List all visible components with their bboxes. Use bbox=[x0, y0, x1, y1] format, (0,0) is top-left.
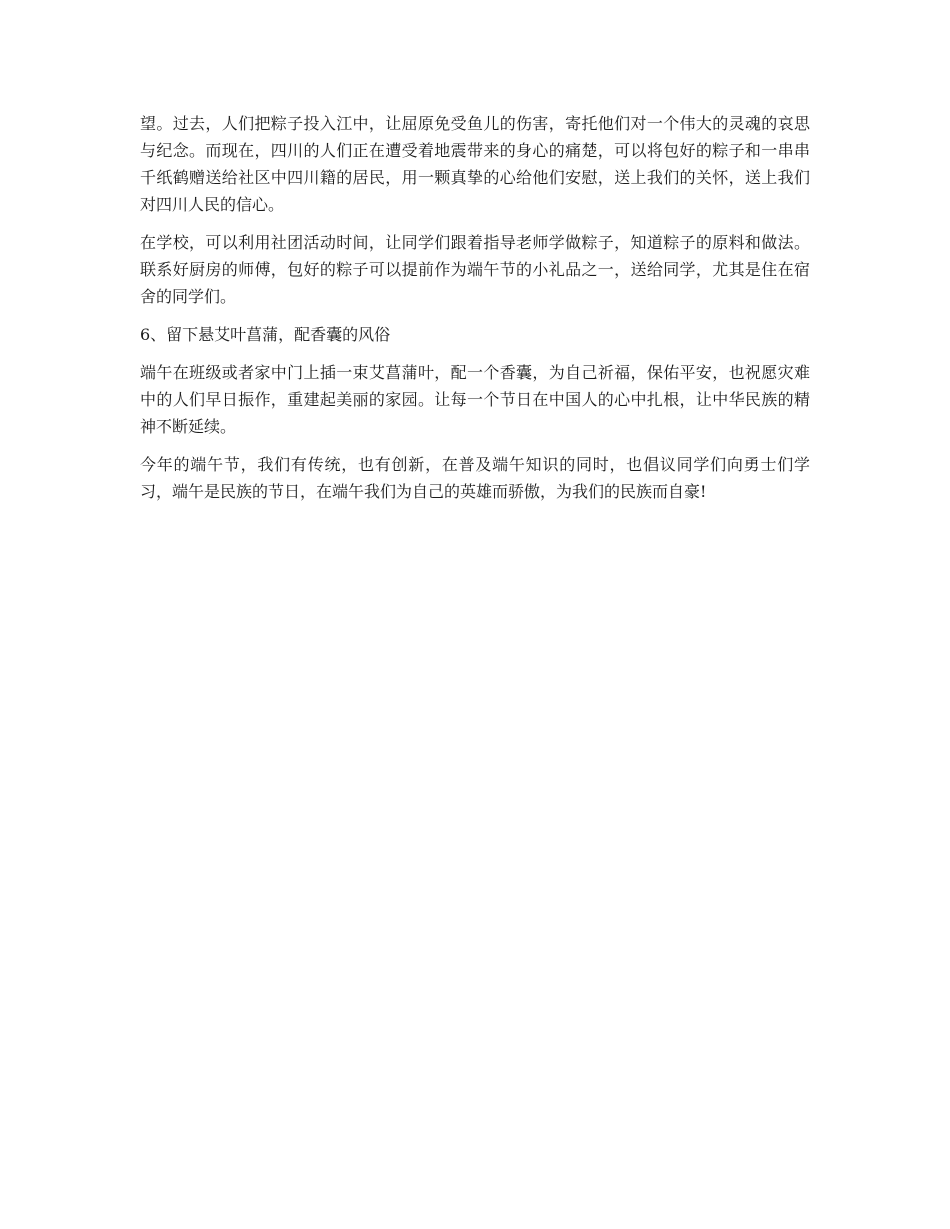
paragraph-mugwort-custom: 端午在班级或者家中门上插一束艾菖蒲叶，配一个香囊，为自己祈福，保佑平安，也祝愿灾难中的人们早日振作，重建起美丽的家园。让每一个节日在中国人的心中扎根，让中华民族的精神不断延续。 bbox=[140, 363, 810, 436]
paragraph-closing: 今年的端午节，我们有传统，也有创新，在普及端午知识的同时，也倡议同学们向勇士们学习，端午是民族的节日，在端午我们为自己的英雄而骄傲，为我们的民族而自豪! bbox=[140, 455, 810, 501]
section-heading-custom: 6、留下悬艾叶菖蒲，配香囊的风俗 bbox=[140, 325, 391, 344]
paragraph-school-activity: 在学校，可以利用社团活动时间，让同学们跟着指导老师学做粽子，知道粽子的原料和做法。联系好厨房的师傅，包好的粽子可以提前作为端午节的小礼品之一，送给同学，尤其是住在宿舍的同学们。 bbox=[140, 233, 810, 306]
document-page bbox=[140, 110, 810, 516]
paragraph-zongzi-tradition: 望。过去，人们把粽子投入江中，让屈原免受鱼儿的伤害，寄托他们对一个伟大的灵魂的哀思与纪念。而现在，四川的人们正在遭受着地震带来的身心的痛楚，可以将包好的粽子和一串串千纸鹤赠送给社区中四川籍的居民，用一颗真挚的心给他们安慰，送上我们的关怀，送上我们对四川人民的信心。 bbox=[140, 114, 810, 214]
